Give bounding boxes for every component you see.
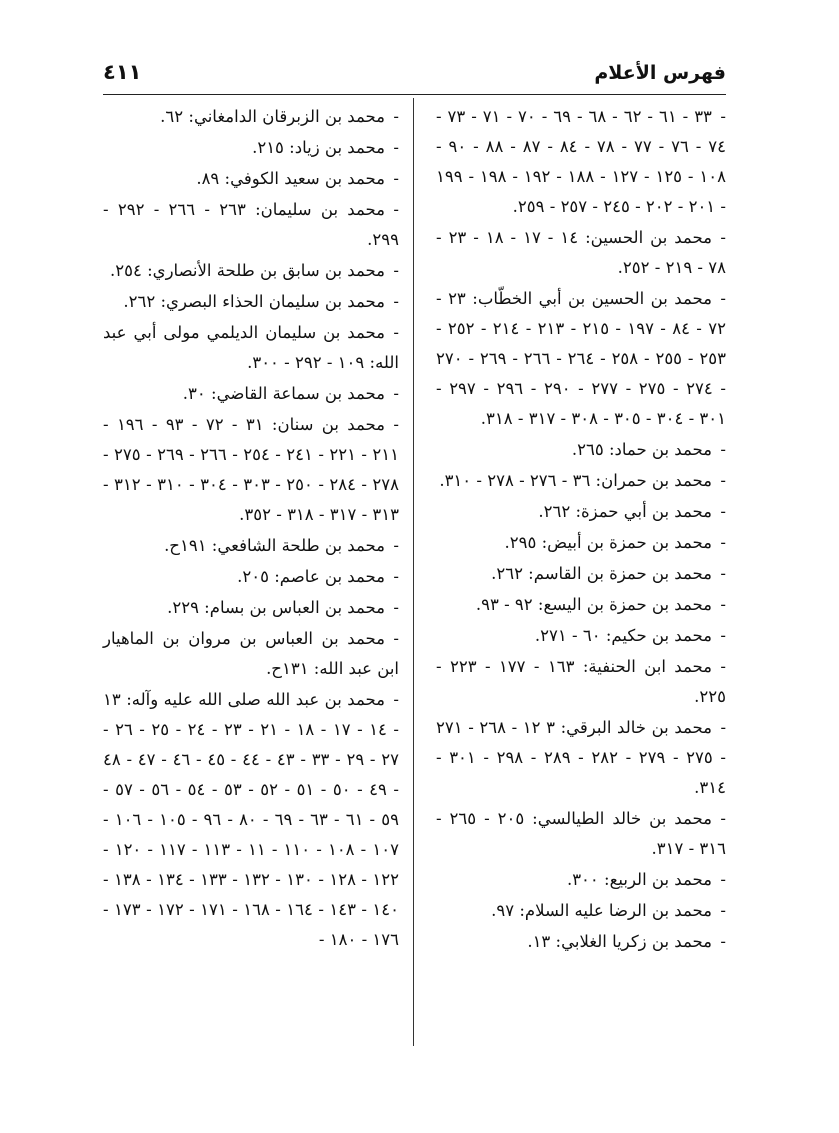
index-entry: -محمد بن العباس بن بسام: ٢٢٩.	[167, 598, 399, 617]
page-number: ٤١١	[103, 60, 142, 84]
index-entry: -محمد بن سليمان: ٢٦٣ - ٢٦٦ - ٢٩٢ - ٢٩٩.	[103, 200, 399, 249]
index-column-right	[436, 102, 726, 958]
index-entry: -محمد بن الزبرقان الدامغاني: ٦٢.	[160, 107, 399, 126]
index-entry: -محمد بن سليمان الديلمي مولى أبي عبد الله: ١٠٩ - ٢٩٢ - ٣٠٠.	[103, 323, 399, 372]
index-entry: -محمد بن سليمان الحذاء البصري: ٢٦٢.	[123, 292, 399, 311]
index-entry: -محمد بن الرضا عليه السلام: ٩٧.	[491, 901, 726, 920]
running-title: فهرس الأعلام	[594, 62, 726, 84]
index-entry: -محمد بن عاصم: ٢٠٥.	[237, 567, 399, 586]
page-header	[103, 58, 726, 95]
index-entry: -محمد بن زياد: ٢١٥.	[252, 138, 399, 157]
index-entry: -محمد بن سعيد الكوفي: ٨٩.	[196, 169, 399, 188]
index-entry: -محمد ابن الحنفية: ١٦٣ - ١٧٧ - ٢٢٣ - ٢٢٥.	[436, 657, 726, 706]
index-entry: -محمد بن خالد البرقي: ٣ ١٢ - ٢٦٨ - ٢٧١ - ٢٧٥ - ٢٧٩ - ٢٨٢ - ٢٨٩ - ٢٩٨ - ٣٠١ - ٣١٤.	[436, 718, 727, 797]
index-entry: -محمد بن سماعة القاضي: ٣٠.	[182, 384, 399, 403]
index-entry: -محمد بن العباس بن مروان بن الماهيار ابن عبد الله: ١٣١ح.	[103, 629, 399, 678]
index-entry: -محمد بن عبد الله صلى الله عليه وآله: ١٣ - ١٤ - ١٧ - ١٨ - ٢١ - ٢٣ - ٢٤ - ٢٥ - ٢٦ - ٢٧ - ٢٩ - ٣٣ - ٤٣ - ٤٤ - ٤٥ - ٤٦ - ٤٧ - ٤٨ - ٤٩ - ٥٠ - ٥١ - ٥٢ - ٥٣ - ٥٤ - ٥٦ - ٥٧ - ٥٩ - ٦١ - ٦٣ - ٦٩ - ٨٠ - ٩٦ - ١٠٥ - ١٠٦ - ١٠٧ - ١٠٨ - ١١٠ - ١١ - ١١٣ - ١١٧ - ١٢٠ - ١٢٢ - ١٢٨ - ١٣٠ - ١٣٢ - ١٣٣ - ١٣٤ - ١٣٨ - ١٤٠ - ١٤٣ - ١٦٤ - ١٦٨ - ١٧١ - ١٧٢ - ١٧٣ - ١٧٦ - ١٨٠ -	[103, 690, 399, 949]
index-entry: -محمد بن حمزة بن اليسع: ٩٢ - ٩٣.	[475, 595, 726, 614]
index-entry: -محمد بن أبي حمزة: ٢٦٢.	[538, 502, 726, 521]
index-entry: -محمد بن حماد: ٢٦٥.	[571, 440, 726, 459]
index-entry: -محمد بن الحسين بن أبي الخطّاب: ٢٣ - ٧٢ - ٨٤ - ١٩٧ - ٢١٥ - ٢١٣ - ٢١٤ - ٢٥٢ - ٢٥٣ - ٢٥٥ - ٢٥٨ - ٢٦٤ - ٢٦٦ - ٢٦٩ - ٢٧٠ - ٢٧٤ - ٢٧٥ - ٢٧٧ - ٢٩٠ - ٢٩٦ - ٢٩٧ - ٣٠١ - ٣٠٤ - ٣٠٥ - ٣٠٨ - ٣١٧ - ٣١٨.	[436, 289, 726, 428]
index-entry: -محمد بن حكيم: ٦٠ - ٢٧١.	[534, 626, 726, 645]
index-column-left	[103, 102, 399, 956]
index-entry: -محمد بن زكريا الغلابي: ١٣.	[527, 932, 726, 951]
index-entry: -محمد بن حمران: ٣٦ - ٢٧٦ - ٢٧٨ - ٣١٠.	[439, 471, 726, 490]
column-divider	[413, 98, 414, 1046]
index-entry: -محمد بن الحسين: ١٤ - ١٧ - ١٨ - ٢٣ - ٧٨ - ٢١٩ - ٢٥٢.	[436, 228, 726, 277]
index-entry: -محمد بن طلحة الشافعي: ١٩١ح.	[164, 536, 399, 555]
index-entry: -محمد بن سنان: ٣١ - ٧٢ - ٩٣ - ١٩٦ - ٢١١ - ٢٢١ - ٢٤١ - ٢٥٤ - ٢٦٦ - ٢٦٩ - ٢٧٥ - ٢٧٨ - ٢٨٤ - ٢٥٠ - ٣٠٣ - ٣٠٤ - ٣١٠ - ٣١٢ - ٣١٣ - ٣١٧ - ٣١٨ - ٣٥٢.	[103, 415, 399, 524]
index-entry: -محمد بن الربيع: ٣٠٠.	[566, 870, 726, 889]
index-entry: -محمد بن حمزة بن القاسم: ٢٦٢.	[491, 564, 726, 583]
index-entry: -محمد بن سابق بن طلحة الأنصاري: ٢٥٤.	[110, 261, 399, 280]
index-entry: -٣٣ - ٦١ - ٦٢ - ٦٨ - ٦٩ - ٧٠ - ٧١ - ٧٣ - ٧٤ - ٧٦ - ٧٧ - ٧٨ - ٨٤ - ٨٧ - ٨٨ - ٩٠ - ١٠٨ - ١٢٥ - ١٢٧ - ١٨٨ - ١٩٢ - ١٩٨ - ١٩٩ - ٢٠١ - ٢٠٢ - ٢٤٥ - ٢٥٧ - ٢٥٩.	[436, 107, 726, 216]
index-entry: -محمد بن خالد الطيالسي: ٢٠٥ - ٢٦٥ - ٣١٦ - ٣١٧.	[436, 809, 726, 858]
index-entry: -محمد بن حمزة بن أبيض: ٢٩٥.	[504, 533, 726, 552]
